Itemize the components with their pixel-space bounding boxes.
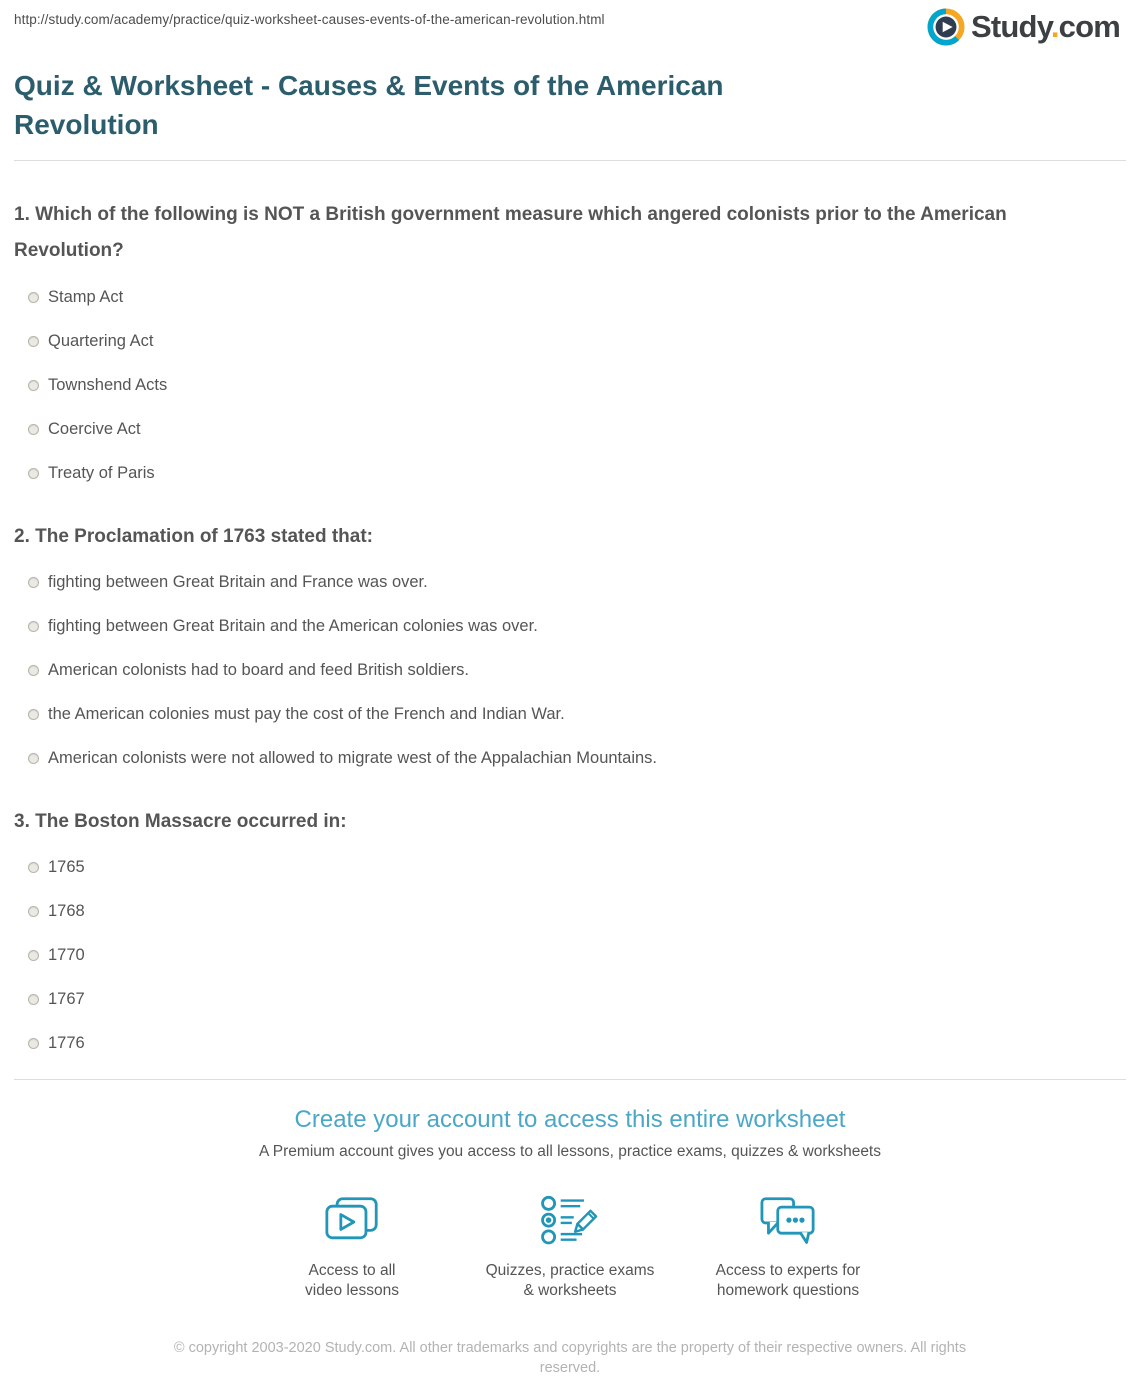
question-3 (14, 804, 1126, 1053)
option-label: fighting between Great Britain and France was over. (48, 572, 428, 591)
option-label: Stamp Act (48, 287, 124, 306)
question-2-option-4[interactable] (28, 705, 1126, 724)
radio-button[interactable] (28, 950, 39, 961)
feature-label-line2: homework questions (716, 1281, 860, 1299)
feature-label-line2: & worksheets (523, 1281, 617, 1299)
radio-button[interactable] (28, 336, 39, 347)
radio-button[interactable] (28, 1038, 39, 1049)
feature-label-line1: Access to all (308, 1261, 396, 1279)
page-title: Quiz & Worksheet - Causes & Events of the American Revolution (14, 70, 724, 141)
radio-button[interactable] (28, 906, 39, 917)
worksheet-content (0, 66, 1140, 1378)
logo-study: Study (971, 9, 1051, 44)
signup-cta-section (14, 1106, 1126, 1378)
cta-title-link[interactable]: Create your account to access this entire worksheet (294, 1105, 846, 1133)
feature-video-lessons (243, 1191, 461, 1301)
feature-label-line1: Quizzes, practice exams (485, 1261, 655, 1279)
question-2-prompt: 2. The Proclamation of 1763 stated that: (14, 525, 373, 547)
radio-button[interactable] (28, 753, 39, 764)
logo-com: com (1058, 9, 1120, 44)
feature-label (243, 1261, 461, 1301)
option-label: 1767 (48, 989, 85, 1008)
question-3-option-2[interactable] (28, 902, 1126, 921)
feature-expert-help (679, 1191, 897, 1301)
question-2 (14, 519, 1126, 768)
radio-button[interactable] (28, 468, 39, 479)
option-label: Treaty of Paris (48, 463, 155, 482)
question-2-option-3[interactable] (28, 661, 1126, 680)
cta-subtitle: A Premium account gives you access to all lessons, practice exams, quizzes & worksheets (259, 1142, 881, 1160)
question-2-option-5[interactable] (28, 749, 1126, 768)
question-1 (14, 197, 1126, 482)
question-3-option-5[interactable] (28, 1034, 1126, 1053)
radio-button[interactable] (28, 665, 39, 676)
question-1-prompt: 1. Which of the following is NOT a British government measure which angered colonists prior to the American Revolution? (14, 204, 1007, 262)
page-url: http://study.com/academy/practice/quiz-worksheet-causes-events-of-the-american-revolution.html (14, 12, 605, 27)
studycom-logo[interactable] (927, 8, 1120, 46)
option-label: the American colonies must pay the cost of the French and Indian War. (48, 704, 565, 723)
option-label: American colonists were not allowed to migrate west of the Appalachian Mountains. (48, 748, 657, 767)
question-1-option-3[interactable] (28, 376, 1126, 395)
option-label: Coercive Act (48, 419, 141, 438)
feature-label-line2: video lessons (305, 1281, 399, 1299)
radio-button[interactable] (28, 424, 39, 435)
studycom-play-icon (927, 8, 965, 46)
option-label: Quartering Act (48, 331, 154, 350)
option-label: 1768 (48, 901, 85, 920)
radio-button[interactable] (28, 577, 39, 588)
option-label: Townshend Acts (48, 375, 168, 394)
feature-quizzes-worksheets (461, 1191, 679, 1301)
question-3-prompt: 3. The Boston Massacre occurred in: (14, 810, 347, 832)
question-3-option-1[interactable] (28, 858, 1126, 877)
question-1-option-1[interactable] (28, 288, 1126, 307)
quizzes-worksheets-icon (539, 1195, 601, 1249)
question-2-option-2[interactable] (28, 617, 1126, 636)
question-3-option-4[interactable] (28, 990, 1126, 1009)
feature-label-line1: Access to experts for (715, 1261, 861, 1279)
divider (14, 160, 1126, 161)
page-header (0, 0, 1140, 58)
radio-button[interactable] (28, 994, 39, 1005)
option-label: American colonists had to board and feed British soldiers. (48, 660, 469, 679)
copyright-notice: © copyright 2003-2020 Study.com. All other trademarks and copyrights are the property of their respective owners. All rights reserved. (173, 1340, 967, 1376)
question-1-option-5[interactable] (28, 464, 1126, 483)
question-3-option-3[interactable] (28, 946, 1126, 965)
question-1-options (14, 270, 1126, 483)
option-label: 1776 (48, 1033, 85, 1052)
feature-label (679, 1261, 897, 1301)
experts-chat-icon (757, 1195, 819, 1249)
divider (14, 1079, 1126, 1080)
radio-button[interactable] (28, 380, 39, 391)
option-label: 1770 (48, 945, 85, 964)
question-2-options (14, 555, 1126, 768)
question-2-option-1[interactable] (28, 573, 1126, 592)
option-label: fighting between Great Britain and the American colonies was over. (48, 616, 538, 635)
question-1-option-2[interactable] (28, 332, 1126, 351)
radio-button[interactable] (28, 709, 39, 720)
video-lessons-icon (321, 1195, 383, 1249)
radio-button[interactable] (28, 862, 39, 873)
option-label: 1765 (48, 857, 85, 876)
feature-label (461, 1261, 679, 1301)
radio-button[interactable] (28, 621, 39, 632)
logo-dot: . (1050, 9, 1059, 44)
logo-wordmark (971, 9, 1120, 45)
question-1-option-4[interactable] (28, 420, 1126, 439)
question-3-options (14, 840, 1126, 1053)
features-row (14, 1191, 1126, 1301)
radio-button[interactable] (28, 292, 39, 303)
